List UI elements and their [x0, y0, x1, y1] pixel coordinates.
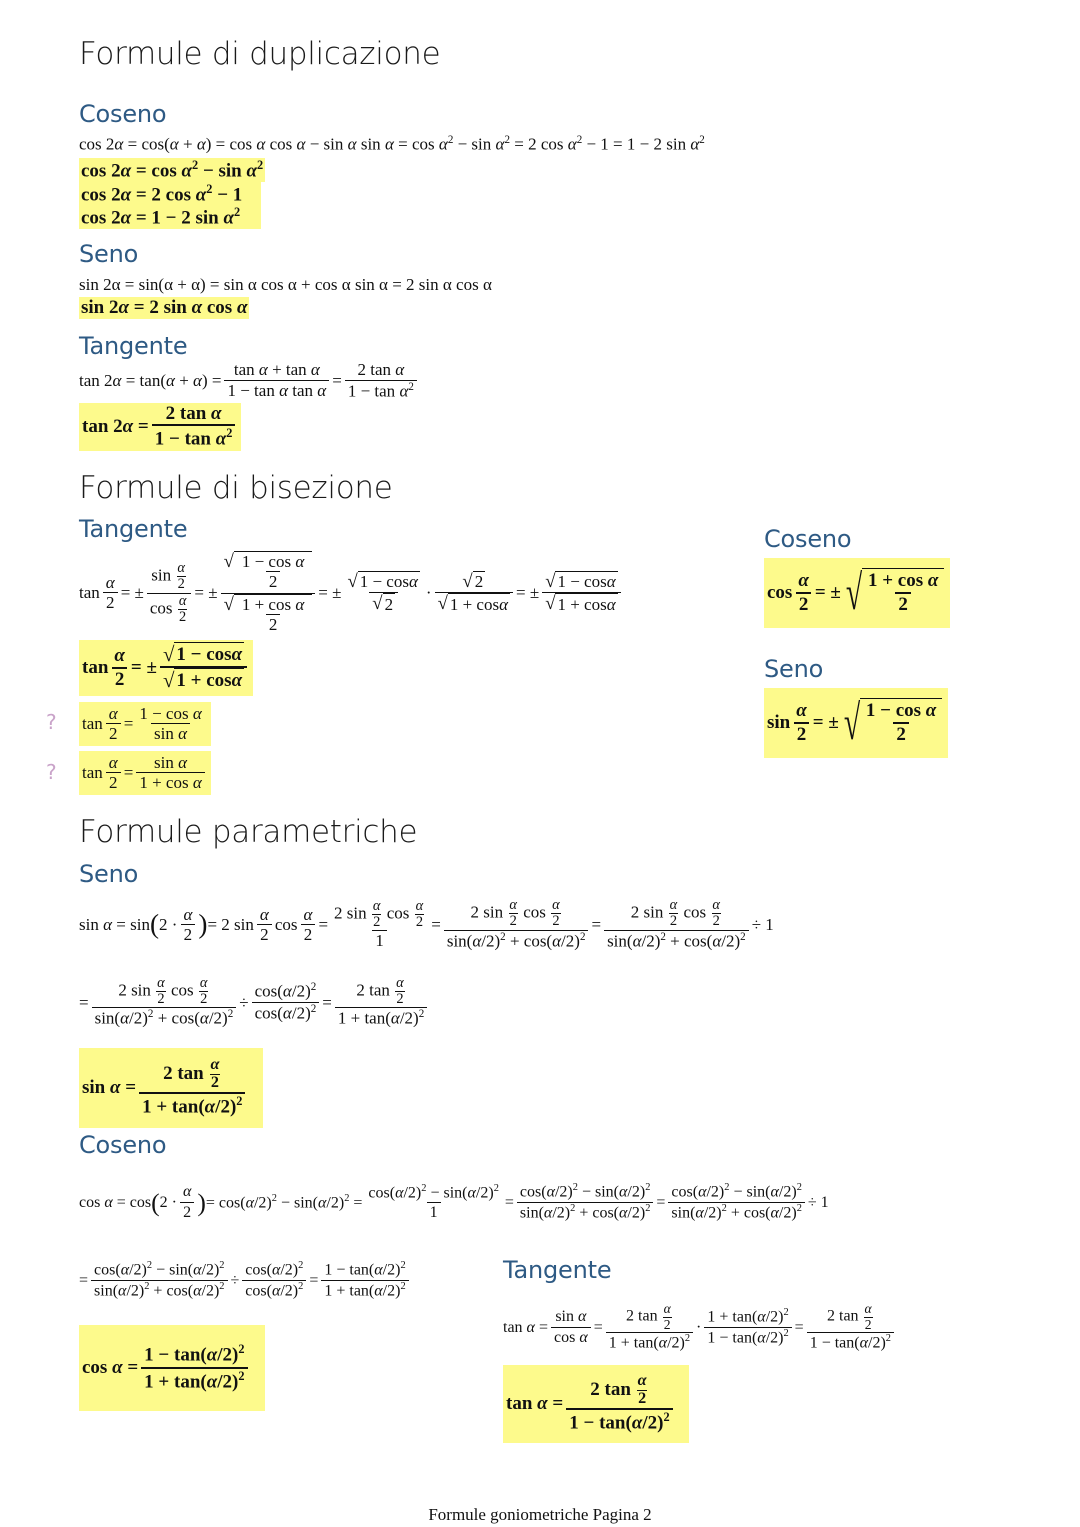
heading-bis-coseno: Coseno [764, 525, 852, 553]
formula-dup-coseno-result-2: cos 2α = 2 $\cos \alpha^2 - 1$ [79, 182, 261, 206]
formula-dup-tangente-result: tan 2α = $\frac{\text{2 tan α}}{1 - \tan \alpha^2}$ [79, 403, 241, 451]
formula-dup-coseno-result-1: $\cos 2\alpha = \cos \alpha^2 - \sin \alpha^2$ [81, 158, 264, 182]
heading-par-tangente: Tangente [503, 1256, 612, 1284]
formula-par-seno-derivation-2: = 2 sin $\frac{\alpha}{2}$ cos $\frac{\alpha}{2}$ $\sin(\alpha/2)^2 + \cos(\alpha/2)^2$ ÷ $\frac{\cos(\alpha/2)^2}{\cos(\alpha/2)^2}$ = 2 tan $\frac{\alpha}{2}$ $1 + \tan(\alpha/2)^2$ [79, 965, 430, 1040]
question-mark-icon: ? [46, 710, 57, 734]
formula-par-seno-derivation-1: sin α = sin ( 2 · $\frac{\alpha}{2}$ ) = 2 sin $\frac{\alpha}{2}$ cos $\frac{\alpha}{2}$ = 2 sin $\frac{\alpha}{2}$ cos $\frac{\alpha}{2}$ 1 = 2 sin $\frac{\alpha}{2}$ cos $\frac{\alpha}{2}$ $\sin(\alpha/2)^2 + \cos(\alpha/2)^2$ = 2 sin $\frac{\alpha}{2}$ cos $\frac{\alpha}{2}$ $\sin(\alpha/2)^2 + \cos(\alpha/2)^2$ ÷ 1 [79, 897, 774, 951]
formula-bis-tangente-derivation: tan $\frac{\alpha}{2}$ = ± sin $\frac{\alpha}{2}$ cos $\frac{\alpha}{2}$ = ± √ $\frac{\text{1 − cos α}}{2}$ √ $\frac{\text{1 + cos α}}{2}$ = ± √ 1 − cos α √ 2 · √ 2 √ 1 + cos α = ± √ 1 − cos α √ 1 + cos α [79, 548, 624, 638]
formula-dup-tangente-derivation: tan 2α = tan(α + α) = $\frac{\text{tan α + tan α}}{\text{1 − tan α tan α}}$ = $\frac{\text{2 tan α}}{1 - \tan \alpha^2}$ [79, 360, 420, 402]
question-mark-icon: ? [46, 760, 57, 784]
formula-par-coseno-result: cos α = $\frac{1 - \tan(\alpha/2)^2}{1 + \tan(\alpha/2)^2}$ [79, 1325, 265, 1411]
formula-bis-tangente-alt-2: tan $\frac{\alpha}{2}$ = $\frac{\text{sin α}}{\text{1 + cos α}}$ [79, 751, 211, 795]
formula-dup-seno-result: sin 2α = 2 sin α cos α [81, 297, 248, 318]
section-title-parametriche: Formule parametriche [79, 814, 418, 850]
formula-bis-tangente-result: tan $\frac{\alpha}{2}$ = ± √ 1 − cos α √ 1 + cos α [79, 640, 253, 696]
heading-par-coseno: Coseno [79, 1131, 167, 1159]
heading-par-seno: Seno [79, 860, 139, 888]
section-title-bisezione: Formule di bisezione [79, 470, 393, 506]
heading-dup-seno: Seno [79, 240, 139, 268]
heading-bis-seno: Seno [764, 655, 824, 683]
formula-par-seno-result: sin α = 2 tan $\frac{\alpha}{2}$ $1 + \tan(\alpha/2)^2$ [79, 1048, 263, 1128]
formula-par-tangente-derivation: tan α = $\frac{\text{sin α}}{\text{cos α}}$ = 2 tan $\frac{\alpha}{2}$ $1 + \tan(\alpha/2)^2$ · $\frac{1 + \tan(\alpha/2)^2}{1 - \tan(\alpha/2)^2}$ = 2 tan $\frac{\alpha}{2}$ $1 - \tan(\alpha/2)^2$ [503, 1290, 897, 1365]
formula-par-coseno-derivation-2: = $\frac{\cos(\alpha/2)^2 - \sin(\alpha/2)^2}{\sin(\alpha/2)^2 + \cos(\alpha/2)^2}$ ÷ $\frac{\cos(\alpha/2)^2}{\cos(\alpha/2)^2}$ = $\frac{1 - \tan(\alpha/2)^2}{1 + \tan(\alpha/2)^2}$ [79, 1243, 412, 1318]
heading-dup-coseno: Coseno [79, 100, 167, 128]
formula-bis-coseno-result: cos $\frac{\alpha}{2}$ = ± √ $\frac{\text{1 + cos α}}{2}$ [764, 558, 950, 628]
heading-dup-tangente: Tangente [79, 332, 188, 360]
formula-bis-seno-result: sin $\frac{\alpha}{2}$ = ± √ $\frac{\text{1 − cos α}}{2}$ [764, 688, 948, 758]
section-title-duplicazione: Formule di duplicazione [79, 36, 441, 72]
formula-dup-seno-derivation: sin 2α = sin(α + α) = sin α cos α + cos α sin α = 2 sin α cos α [79, 275, 492, 294]
formula-dup-coseno-derivation: cos 2α = cos(α + α) = cos α cos α − sin α $\sin \alpha = \cos \alpha^2 - \sin \alpha^2 = 2$ $\cos \alpha^2 - 1 = 1 - 2$ $\sin \alpha^2$ [79, 134, 705, 154]
page-footer: Formule goniometriche Pagina 2 [428, 1505, 652, 1524]
formula-bis-tangente-alt-1: tan $\frac{\alpha}{2}$ = $\frac{\text{1 − cos α}}{\text{sin α}}$ [79, 702, 211, 746]
heading-bis-tangente: Tangente [79, 515, 188, 543]
formula-par-tangente-result: tan α = 2 tan $\frac{\alpha}{2}$ $1 - \tan(\alpha/2)^2$ [503, 1365, 689, 1443]
formula-par-coseno-derivation-1: cos α = cos ( 2 · $\frac{\alpha}{2}$ ) = $\cos(\alpha/2)^2 - \sin(\alpha/2)^2$ = $\frac{\cos(\alpha/2)^2 - \sin(\alpha/2)^2}{1}$ = $\frac{\cos(\alpha/2)^2 - \sin(\alpha/2)^2}{\sin(\alpha/2)^2 + \cos(\alpha/2)^2}$ = $\frac{\cos(\alpha/2)^2 - \sin(\alpha/2)^2}{\sin(\alpha/2)^2 + \cos(\alpha/2)^2}$ ÷ 1 [79, 1182, 829, 1222]
formula-dup-coseno-result-3: cos 2α = 1 − 2 $\sin \alpha^2$ [79, 205, 261, 229]
